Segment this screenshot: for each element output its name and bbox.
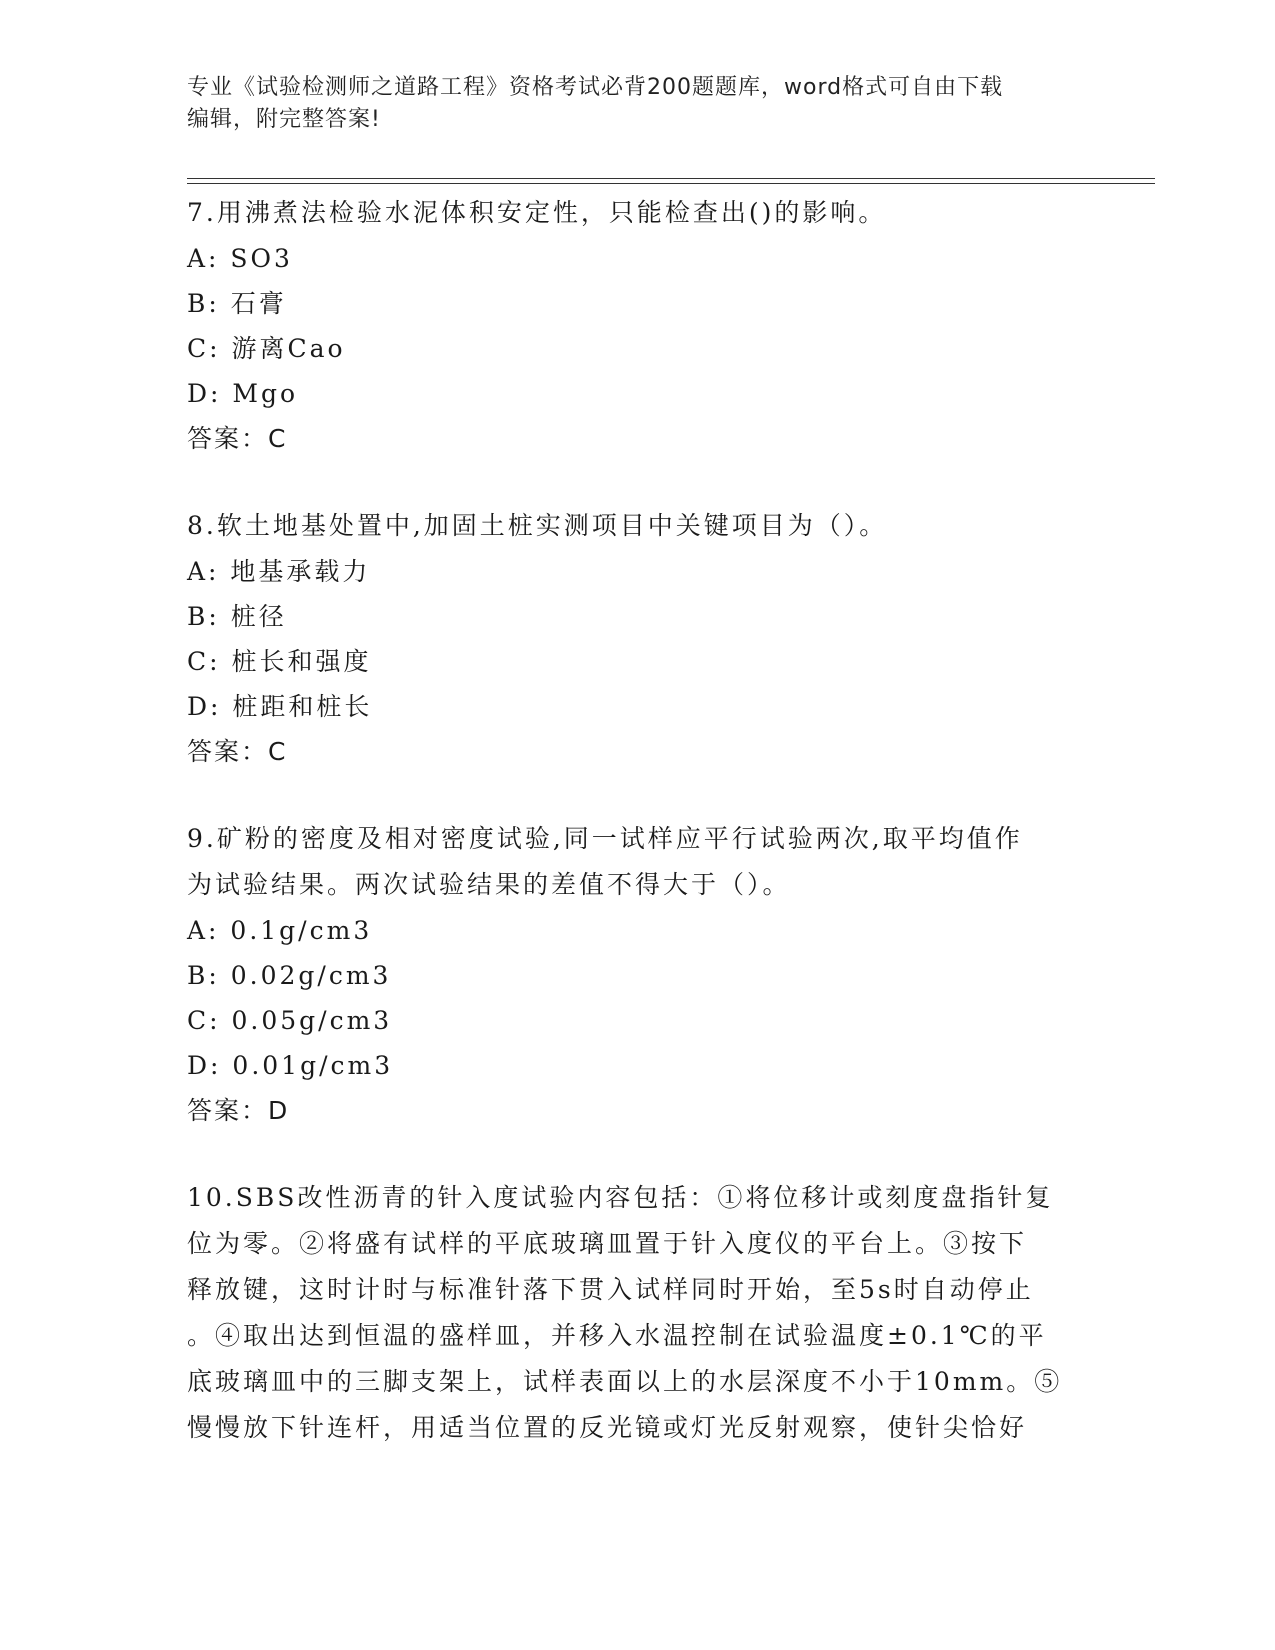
question-stem-line-2: 为试验结果。两次试验结果的差值不得大于（）。 xyxy=(187,870,791,899)
question-stem: 8.软土地基处置中,加固土桩实测项目中关键项目为（）。 xyxy=(187,511,888,540)
header-line-1: 专业《试验检测师之道路工程》资格考试必背200题题库，word格式可自由下载 xyxy=(187,75,1004,100)
option-b: B: 桩径 xyxy=(187,602,287,631)
header-line-2: 编辑，附完整答案! xyxy=(187,107,381,132)
answer-line: 答案：C xyxy=(187,737,288,766)
question-stem-line-6: 慢慢放下针连杆，用适当位置的反光镜或灯光反射观察，使针尖恰好 xyxy=(187,1413,1028,1442)
question-8 xyxy=(187,503,1087,774)
answer-line: 答案：C xyxy=(187,424,288,453)
answer-line: 答案：D xyxy=(187,1096,290,1125)
question-list xyxy=(187,190,1087,1493)
question-stem: 7.用沸煮法检验水泥体积安定性，只能检查出()的影响。 xyxy=(187,198,887,227)
option-c: C: 游离Cao xyxy=(187,334,346,363)
option-c: C: 桩长和强度 xyxy=(187,647,372,676)
question-stem-line-3: 释放键，这时计时与标准针落下贯入试样同时开始，至5s时自动停止 xyxy=(187,1275,1034,1304)
question-stem-line-1: 10.SBS改性沥青的针入度试验内容包括：①将位移计或刻度盘指针复 xyxy=(187,1183,1054,1212)
option-c: C: 0.05g/cm3 xyxy=(187,1006,393,1035)
option-a: A: 地基承载力 xyxy=(187,557,371,586)
header-divider xyxy=(187,178,1155,184)
question-stem-line-5: 底玻璃皿中的三脚支架上，试样表面以上的水层深度不小于10mm。⑤ xyxy=(187,1367,1063,1396)
option-d: D: 0.01g/cm3 xyxy=(187,1051,394,1080)
option-b: B: 0.02g/cm3 xyxy=(187,961,392,990)
question-stem-line-2: 位为零。②将盛有试样的平底玻璃皿置于针入度仪的平台上。③按下 xyxy=(187,1229,1028,1258)
question-stem-line-4: 。④取出达到恒温的盛样皿，并移入水温控制在试验温度±0.1℃的平 xyxy=(187,1321,1047,1350)
question-7 xyxy=(187,190,1087,461)
question-stem-line-1: 9.矿粉的密度及相对密度试验,同一试样应平行试验两次,取平均值作 xyxy=(187,824,1023,853)
option-a: A: SO3 xyxy=(187,244,293,273)
option-d: D: 桩距和桩长 xyxy=(187,692,373,721)
document-header xyxy=(187,72,1067,136)
question-10 xyxy=(187,1175,1087,1451)
question-9 xyxy=(187,816,1087,1133)
option-d: D: Mgo xyxy=(187,379,299,408)
option-a: A: 0.1g/cm3 xyxy=(187,916,373,945)
option-b: B: 石膏 xyxy=(187,289,287,318)
